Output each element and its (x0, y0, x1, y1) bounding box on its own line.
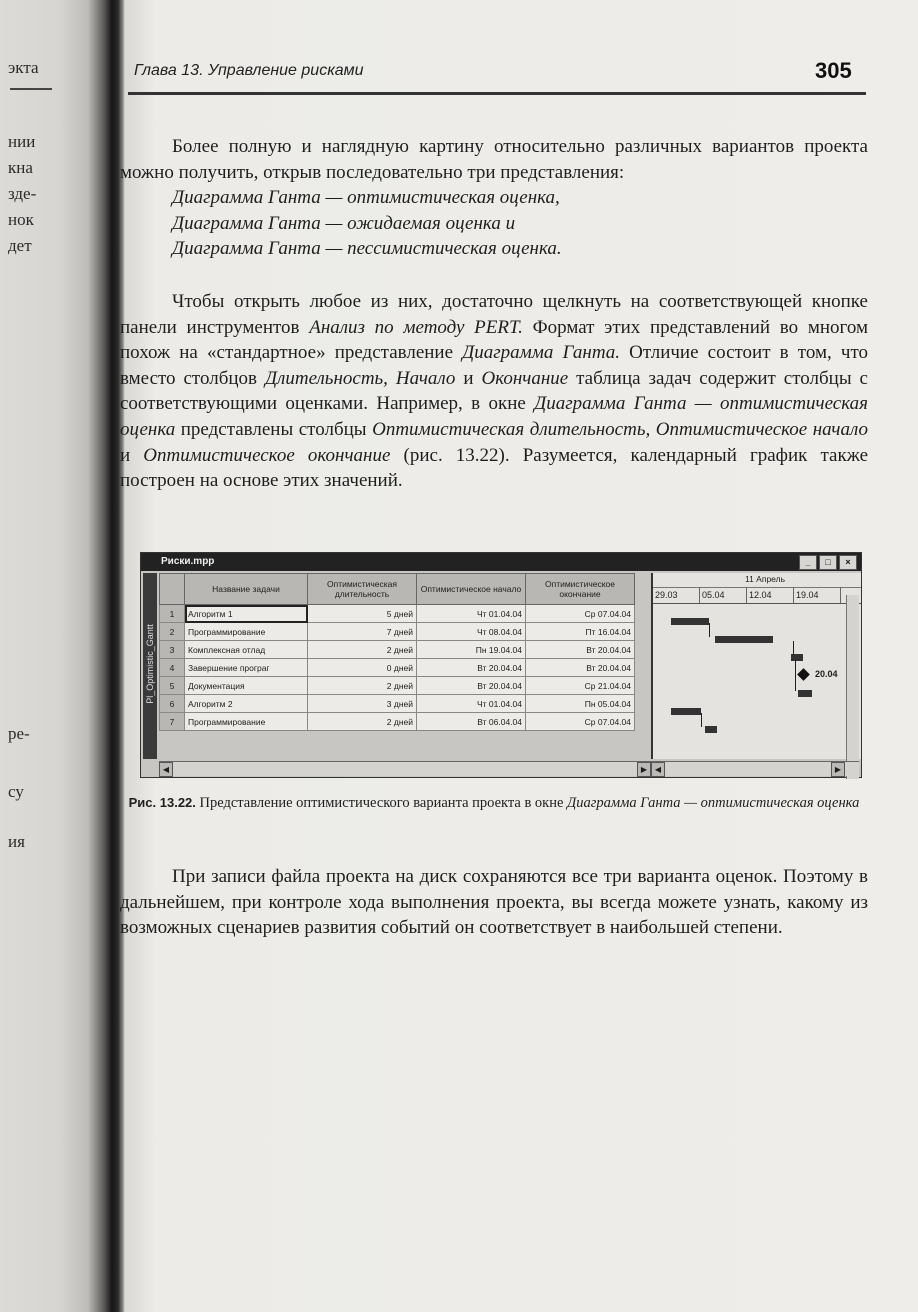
caption-text: Представление оптимистического варианта проекта в окне (195, 795, 568, 811)
table-row[interactable] (160, 713, 635, 731)
row-number[interactable]: 2 (160, 623, 185, 641)
duration-cell[interactable]: 2 дней (308, 641, 417, 659)
gantt-bar[interactable] (671, 618, 709, 625)
row-header-corner[interactable] (160, 574, 185, 605)
saving-text: При записи файла проекта на диск сохраняются все три варианта оценок. Поэтому в дальнейшем, при контроле хода выполнения проекта, вы всегда можете узнать, какому из возможных сценариев развития событий он соответствует в наибольшей степени. (120, 866, 868, 939)
running-title: Глава 13. Управление рисками (134, 62, 364, 79)
finish-cell[interactable]: Ср 07.04.04 (526, 713, 635, 731)
gantt-week-label: 11 Апрель (745, 574, 786, 584)
italic-run: Длительность, Начало (264, 367, 456, 389)
table-row[interactable] (160, 659, 635, 677)
text-run: таблица задач содержит столбцы с соответствующими оценками. Например, в окне (120, 367, 868, 415)
text-run: Формат этих представлений во многом похож на «стандартное» представление (120, 316, 868, 364)
italic-run: Оптимистическое окончание (143, 444, 391, 466)
task-name-cell[interactable]: Алгоритм 2 (185, 695, 308, 713)
text-run: Чтобы открыть любое из них, достаточно щелкнуть на соответствующей кнопке панели инструментов (120, 291, 868, 338)
prev-page-fragment: экта (8, 58, 39, 77)
task-name-cell[interactable]: Программирование (185, 623, 308, 641)
prev-page-fragment: кна (8, 158, 33, 177)
column-header-opt-start[interactable]: Оптимистическое начало (417, 574, 526, 605)
dependency-link (709, 623, 710, 637)
text-run: и (455, 367, 482, 389)
gantt-timescale-minor (653, 587, 861, 604)
duration-cell[interactable]: 2 дней (308, 677, 417, 695)
gantt-timescale-major (653, 573, 861, 588)
gantt-bar[interactable] (715, 636, 773, 643)
start-cell[interactable]: Чт 01.04.04 (417, 695, 526, 713)
scroll-right-arrow-icon[interactable]: ▶ (831, 762, 845, 777)
gantt-bar[interactable] (798, 690, 812, 697)
milestone-date-label: 20.04 (815, 669, 838, 679)
finish-cell[interactable]: Пт 16.04.04 (526, 623, 635, 641)
dependency-link (793, 641, 794, 655)
table-row[interactable] (160, 641, 635, 659)
task-name-cell[interactable]: Комплексная отлад (185, 641, 308, 659)
start-cell[interactable]: Вт 06.04.04 (417, 713, 526, 731)
paragraph-pert (120, 289, 868, 494)
start-cell[interactable]: Чт 01.04.04 (417, 605, 526, 623)
prev-page-fragment: дет (8, 236, 32, 255)
start-cell[interactable]: Чт 08.04.04 (417, 623, 526, 641)
row-number[interactable]: 5 (160, 677, 185, 695)
scroll-left-arrow-icon[interactable]: ◀ (159, 762, 173, 777)
prev-page-fragment: зде- (8, 184, 37, 203)
duration-cell[interactable]: 7 дней (308, 623, 417, 641)
dependency-link (701, 713, 702, 727)
prev-page-rule (10, 88, 52, 90)
window-controls (799, 555, 857, 570)
gantt-bar[interactable] (791, 654, 803, 661)
dependency-link (795, 659, 796, 691)
column-header-name[interactable]: Название задачи (185, 574, 308, 605)
gantt-bar[interactable] (671, 708, 701, 715)
table-row[interactable] (160, 695, 635, 713)
text-run: представлены столбцы (175, 418, 373, 440)
row-number[interactable]: 7 (160, 713, 185, 731)
figure-caption (120, 793, 868, 813)
header-rule (128, 92, 866, 95)
scroll-right-arrow-icon[interactable]: ▶ (637, 762, 651, 777)
table-row[interactable] (160, 677, 635, 695)
view-item: Диаграмма Ганта — оптимистическая оценка, (172, 187, 560, 209)
row-number[interactable]: 1 (160, 605, 185, 623)
intro-text: Более полную и наглядную картину относительно различных вариантов проекта можно получить, открыв последовательно три представления: (120, 136, 868, 183)
column-header-opt-duration[interactable]: Оптимистическая длительность (308, 574, 417, 605)
italic-run: Анализ по методу PERT. (309, 316, 523, 338)
gantt-date-label: 12.04 (747, 587, 794, 603)
prev-page-fragment: нии (8, 132, 36, 151)
view-bar-tab[interactable] (143, 573, 157, 759)
row-number[interactable]: 3 (160, 641, 185, 659)
milestone-diamond-icon[interactable] (797, 668, 810, 681)
duration-cell[interactable]: 5 дней (308, 605, 417, 623)
duration-cell[interactable]: 3 дней (308, 695, 417, 713)
table-horizontal-scrollbar[interactable] (159, 761, 651, 776)
gantt-date-label: 19.04 (794, 587, 841, 603)
figure-label: Рис. 13.22. (128, 795, 196, 810)
finish-cell[interactable]: Вт 20.04.04 (526, 659, 635, 677)
row-number[interactable]: 4 (160, 659, 185, 677)
start-cell[interactable]: Вт 20.04.04 (417, 659, 526, 677)
close-button[interactable]: × (839, 555, 857, 570)
gantt-bar[interactable] (705, 726, 717, 733)
project-window-figure (140, 552, 862, 778)
view-label: Pl_Optimistic_Gantt (145, 624, 155, 704)
task-name-cell[interactable]: Программирование (185, 713, 308, 731)
window-title: Риски.mpp (141, 553, 861, 571)
finish-cell[interactable]: Ср 07.04.04 (526, 605, 635, 623)
page-number: 305 (815, 58, 852, 83)
view-item: Диаграмма Ганта — ожидаемая оценка и (172, 212, 516, 234)
prev-page-fragment: су (8, 782, 24, 801)
task-table (159, 573, 635, 731)
gantt-horizontal-scrollbar[interactable] (651, 761, 859, 776)
text-run: и (120, 444, 144, 466)
table-row[interactable] (160, 605, 635, 623)
prev-page-fragment: ре- (8, 724, 30, 743)
column-header-opt-finish[interactable]: Оптимистическое окончание (526, 574, 635, 605)
text-run: Отличие состоит в том, что вместо столбцов (120, 342, 868, 389)
minimize-button[interactable]: _ (799, 555, 817, 570)
caption-italic: Диаграмма Ганта — оптимистическая оценка (567, 795, 860, 811)
task-name-cell[interactable]: Документация (185, 677, 308, 695)
row-number[interactable]: 6 (160, 695, 185, 713)
text-run: (рис. 13.22). Разумеется, календарный график также построен на основе этих значений. (120, 444, 869, 492)
gantt-chart-pane[interactable] (651, 573, 861, 759)
finish-cell[interactable]: Пн 05.04.04 (526, 695, 635, 713)
gantt-date-label: 29.03 (653, 587, 700, 603)
italic-run: Диаграмма Ганта. (462, 342, 621, 364)
duration-cell[interactable]: 0 дней (308, 659, 417, 677)
gantt-date-label: 05.04 (700, 587, 747, 603)
prev-page-fragment: ия (8, 832, 25, 851)
start-cell[interactable]: Пн 19.04.04 (417, 641, 526, 659)
task-name-cell[interactable]: Алгоритм 1 (185, 605, 308, 623)
task-name-cell[interactable]: Завершение програг (185, 659, 308, 677)
prev-page-fragment: нок (8, 210, 34, 229)
scroll-left-arrow-icon[interactable]: ◀ (651, 762, 665, 777)
maximize-button[interactable]: □ (819, 555, 837, 570)
italic-run: Диаграмма Ганта — оптимистическая оценка (120, 393, 868, 440)
table-row[interactable] (160, 623, 635, 641)
start-cell[interactable]: Вт 20.04.04 (417, 677, 526, 695)
view-item: Диаграмма Ганта — пессимистическая оценка. (172, 238, 562, 260)
italic-run: Оптимистическая длительность, Оптимистическое начало (372, 418, 869, 440)
finish-cell[interactable]: Вт 20.04.04 (526, 641, 635, 659)
paragraph-saving (120, 864, 868, 941)
duration-cell[interactable]: 2 дней (308, 713, 417, 731)
vertical-scrollbar[interactable] (846, 595, 859, 779)
finish-cell[interactable]: Ср 21.04.04 (526, 677, 635, 695)
italic-run: Окончание (481, 367, 569, 389)
paragraph-intro (120, 134, 868, 262)
